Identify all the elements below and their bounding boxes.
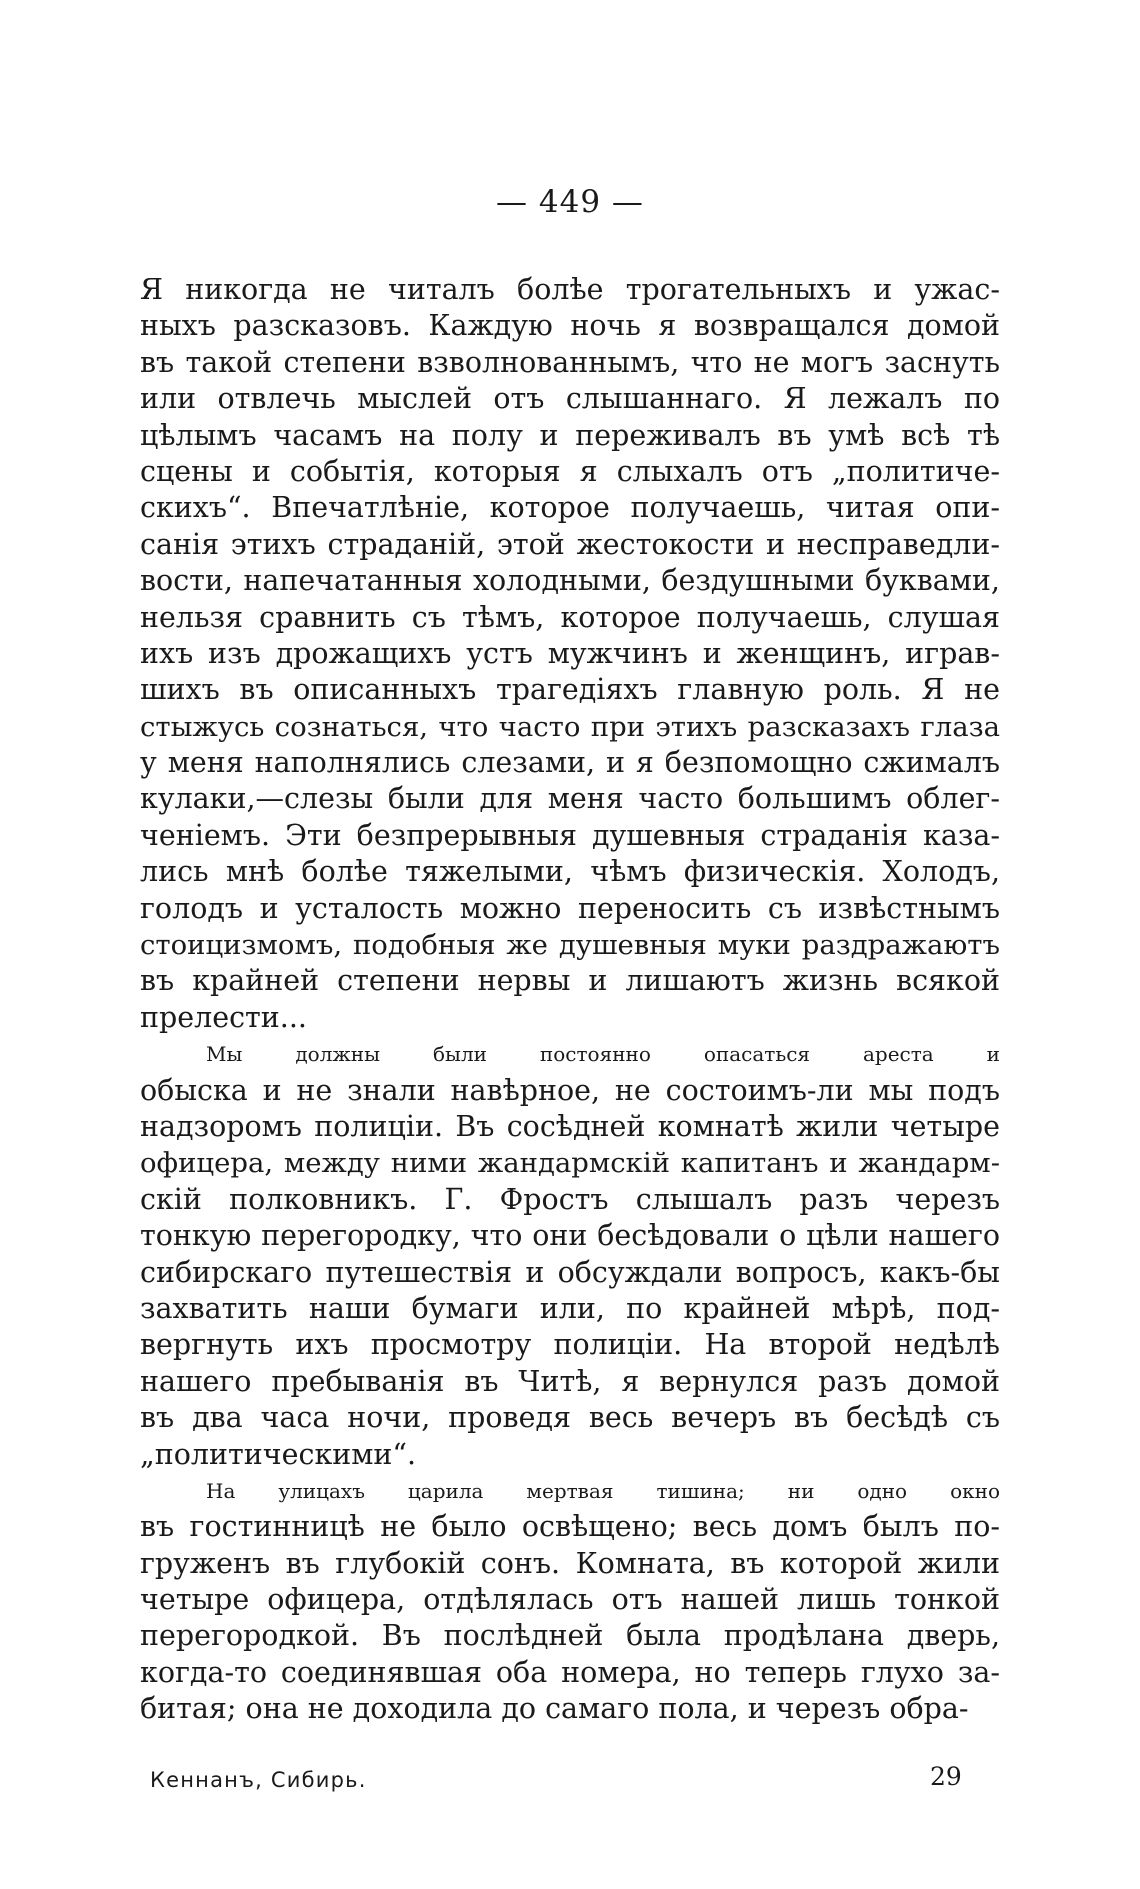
- paragraph: [140, 1036, 1000, 1473]
- page-footer: [150, 1762, 962, 1802]
- text-line: ныхъ разсказовъ. Каждую ночь я возвращался домой: [140, 309, 1000, 343]
- paragraph: [140, 272, 1000, 1036]
- text-line: цѣлымъ часамъ на полу и переживалъ въ умѣ всѣ тѣ: [140, 418, 1000, 452]
- text-line: ченіемъ. Эти безпрерывныя душевныя страданія каза-: [140, 818, 1000, 852]
- text-line: кулаки,—слезы были для меня часто большимъ облег-: [140, 782, 1000, 816]
- text-line: у меня наполнялись слезами, и я безпомощно сжималъ: [140, 746, 1000, 780]
- text-line: ихъ изъ дрожащихъ устъ мужчинъ и женщинъ, играв-: [140, 636, 1000, 670]
- text-line: На улицахъ царила мертвая тишина; ни одно окно: [206, 1478, 1000, 1503]
- text-line: офицера, между ними жандармскій капитанъ и жандарм-: [140, 1147, 1000, 1180]
- text-line: битая; она не доходила до самаго пола, и черезъ обра-: [140, 1692, 969, 1726]
- body-text: [140, 272, 1000, 1728]
- text-line: прелести...: [140, 1000, 307, 1034]
- text-line: „политическими“.: [140, 1437, 417, 1471]
- text-line: стыжусь сознаться, что часто при этихъ разсказахъ глаза: [140, 710, 1000, 743]
- text-line: въ два часа ночи, проведя весь вечеръ въ бесѣдѣ съ: [140, 1401, 1000, 1435]
- text-line: обыска и не знали навѣрное, не состоимъ-ли мы подъ: [140, 1073, 1000, 1107]
- text-line: или отвлечь мыслей отъ слышаннаго. Я лежалъ по: [140, 382, 1000, 416]
- text-line: Я никогда не читалъ болѣе трогательныхъ и ужас-: [140, 273, 1000, 306]
- text-line: груженъ въ глубокій сонъ. Комната, въ которой жили: [140, 1546, 1000, 1580]
- text-line: въ крайней степени нервы и лишаютъ жизнь всякой: [140, 964, 1000, 998]
- text-line: лись мнѣ болѣе тяжелыми, чѣмъ физическія. Холодъ,: [140, 855, 1000, 889]
- text-line: скій полковникъ. Г. Фростъ слышалъ разъ черезъ: [140, 1182, 1000, 1216]
- text-line: когда-то соединявшая оба номера, но теперь глухо за-: [140, 1655, 1000, 1689]
- text-line: санія этихъ страданій, этой жестокости и несправедли-: [140, 527, 1000, 561]
- text-line: вости, напечатанныя холодными, бездушными буквами,: [140, 564, 1000, 598]
- text-line: голодъ и усталость можно переносить съ извѣстнымъ: [140, 891, 1000, 925]
- text-line: стоицизмомъ, подобныя же душевныя муки раздражаютъ: [140, 929, 1000, 962]
- text-line: захватить наши бумаги или, по крайней мѣрѣ, под-: [140, 1291, 1000, 1325]
- text-line: Мы должны были постоянно опасаться ареста и: [206, 1042, 1000, 1067]
- text-line: скихъ“. Впечатлѣніе, которое получаешь, читая опи-: [140, 491, 1000, 525]
- signature-mark: 29: [930, 1762, 962, 1791]
- text-line: вергнуть ихъ просмотру полиціи. На второй недѣлѣ: [140, 1328, 1000, 1362]
- text-line: нельзя сравнить съ тѣмъ, которое получаешь, слушая: [140, 600, 1000, 634]
- text-line: шихъ въ описанныхъ трагедіяхъ главную роль. Я не: [140, 673, 1000, 707]
- text-line: четыре офицера, отдѣлялась отъ нашей лишь тонкой: [140, 1583, 1000, 1617]
- text-line: перегородкой. Въ послѣдней была продѣлана дверь,: [140, 1619, 1000, 1653]
- text-line: надзоромъ полиціи. Въ сосѣдней комнатѣ жили четыре: [140, 1109, 1000, 1143]
- text-line: тонкую перегородку, что они бесѣдовали о цѣли нашего: [140, 1219, 1000, 1253]
- paragraph: [140, 1473, 1000, 1728]
- text-line: въ такой степени взволнованнымъ, что не могъ заснуть: [140, 345, 1000, 379]
- footer-note: Кеннанъ, Сибирь.: [150, 1768, 367, 1792]
- text-line: сибирскаго путешествія и обсуждали вопросъ, какъ-бы: [140, 1255, 1000, 1289]
- text-line: въ гостинницѣ не было освѣщено; весь домъ былъ по-: [140, 1510, 1000, 1544]
- text-line: сцены и событія, которыя я слыхалъ отъ „политиче-: [140, 454, 1000, 488]
- text-line: нашего пребыванія въ Читѣ, я вернулся разъ домой: [140, 1364, 1000, 1398]
- page-number: — 449 —: [496, 184, 644, 220]
